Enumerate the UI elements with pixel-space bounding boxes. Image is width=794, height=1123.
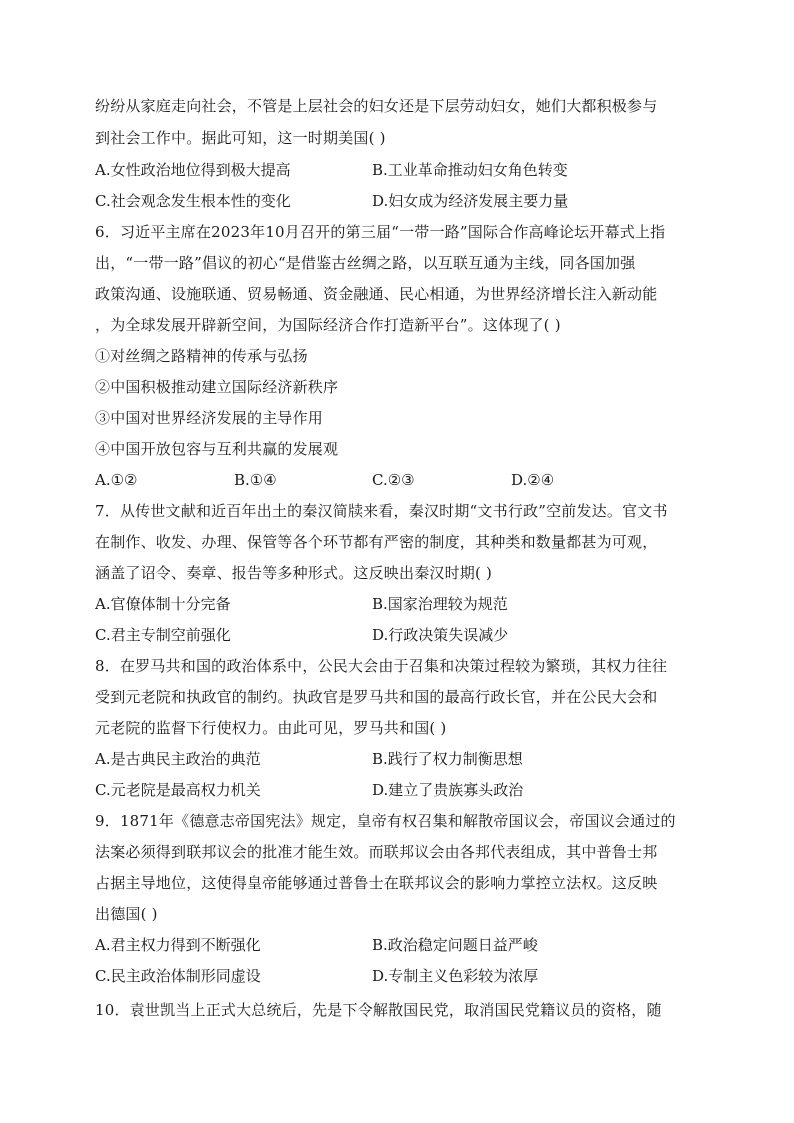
- question-7-option-c[interactable]: C.君主专制空前强化: [95, 626, 231, 644]
- question-7-option-d[interactable]: D.行政决策失误减少: [372, 626, 509, 644]
- question-9-option-a[interactable]: A.君主权力得到不断强化: [95, 936, 261, 954]
- question-5-option-c[interactable]: C.社会观念发生根本性的变化: [95, 192, 291, 210]
- question-8-option-b[interactable]: B.践行了权力制衡思想: [372, 750, 523, 768]
- question-6-line-1: 6．习近平主席在2023年10月召开的第三届“一带一路”国际合作高峰论坛开幕式上指: [95, 223, 666, 241]
- question-8-option-d[interactable]: D.建立了贵族寡头政治: [372, 781, 524, 799]
- question-9-line-1: 9．1871年《德意志帝国宪法》规定，皇帝有权召集和解散帝国议会，帝国议会通过的: [95, 812, 676, 830]
- question-8-option-c[interactable]: C.元老院是最高权力机关: [95, 781, 261, 799]
- question-6-line-3: 政策沟通、设施联通、贸易畅通、资金融通、民心相通，为世界经济增长注入新动能: [95, 285, 658, 303]
- question-6-option-c[interactable]: C.②③: [372, 471, 415, 489]
- question-7-option-b[interactable]: B.国家治理较为规范: [372, 595, 508, 613]
- question-9-option-b[interactable]: B.政治稳定问题日益严峻: [372, 936, 538, 954]
- question-7-option-a[interactable]: A.官僚体制十分完备: [95, 595, 231, 613]
- question-8-option-a[interactable]: A.是古典民主政治的典范: [95, 750, 261, 768]
- question-9-option-d[interactable]: D.专制主义色彩较为浓厚: [372, 967, 539, 985]
- question-9-line-4: 出德国( ): [95, 905, 158, 923]
- question-9-line-2: 法案必须得到联邦议会的批准才能生效。而联邦议会由各邦代表组成，其中普鲁士邦: [95, 843, 658, 861]
- question-6-option-b[interactable]: B.①④: [234, 471, 277, 489]
- question-8-line-1: 8．在罗马共和国的政治体系中，公民大会由于召集和决策过程较为繁琐，其权力往往: [95, 657, 668, 675]
- question-10-line-1: 10．袁世凯当上正式大总统后，先是下令解散国民党，取消国民党籍议员的资格，随: [95, 1001, 662, 1019]
- question-6-line-2: 出，“一带一路”倡议的初心“是借鉴古丝绸之路，以互联互通为主线，同各国加强: [95, 254, 636, 272]
- question-5-line-2: 到社会工作中。据此可知，这一时期美国( ): [95, 129, 386, 147]
- question-8-line-2: 受到元老院和执政官的制约。执政官是罗马共和国的最高行政长官，并在公民大会和: [95, 688, 658, 706]
- question-9-option-c[interactable]: C.民主政治体制形同虚设: [95, 967, 261, 985]
- question-5-option-a[interactable]: A.女性政治地位得到极大提高: [95, 161, 291, 179]
- question-6-item-3: ③中国对世界经济发展的主导作用: [95, 409, 324, 427]
- question-8-line-3: 元老院的监督下行使权力。由此可见，罗马共和国( ): [95, 719, 447, 737]
- question-9-line-3: 占据主导地位，这使得皇帝能够通过普鲁士在联邦议会的影响力掌控立法权。这反映: [95, 874, 658, 892]
- question-6-option-d[interactable]: D.②④: [511, 471, 555, 489]
- question-6-item-4: ④中国开放包容与互利共赢的发展观: [95, 440, 339, 458]
- question-7-line-3: 涵盖了诏令、奏章、报告等多种形式。这反映出秦汉时期( ): [95, 564, 493, 582]
- question-5-option-b[interactable]: B.工业革命推动妇女角色转变: [372, 161, 568, 179]
- question-7-line-2: 在制作、收发、办理、保管等各个环节都有严密的制度，其种类和数量都甚为可观，: [95, 533, 658, 551]
- question-5-line-1: 纷纷从家庭走向社会，不管是上层社会的妇女还是下层劳动妇女，她们大都积极参与: [95, 97, 658, 115]
- question-6-item-1: ①对丝绸之路精神的传承与弘扬: [95, 347, 308, 365]
- question-6-line-4: ，为全球发展开辟新空间，为国际经济合作打造新平台”。这体现了( ): [95, 316, 561, 334]
- question-6-option-a[interactable]: A.①②: [95, 471, 138, 489]
- question-6-item-2: ②中国积极推动建立国际经济新秩序: [95, 378, 339, 396]
- question-5-option-d[interactable]: D.妇女成为经济发展主要力量: [372, 192, 569, 210]
- question-7-line-1: 7．从传世文献和近百年出土的秦汉简牍来看，秦汉时期“文书行政”空前发达。官文书: [95, 502, 668, 520]
